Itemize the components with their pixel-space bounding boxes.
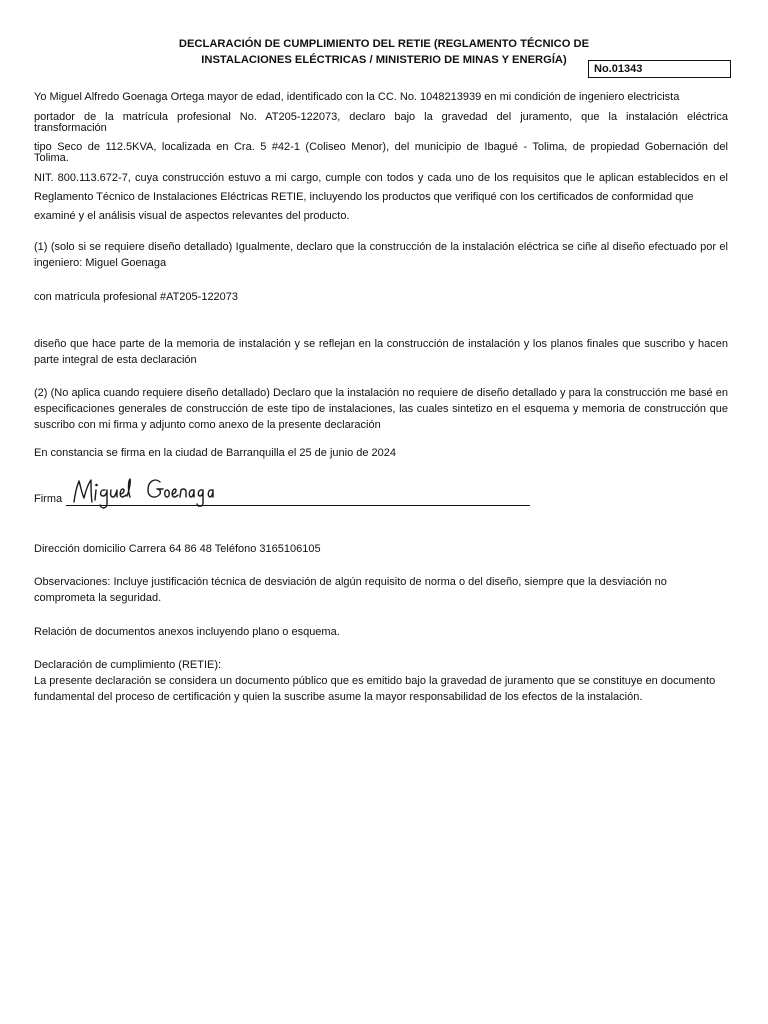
signature-label: Firma — [34, 493, 63, 505]
intro-line-3-continuation: Tolima. — [34, 152, 69, 164]
observations: Observaciones: Incluye justificación técnica de desviación de algún requisito de norma o del diseño, siempre que la desviación no comprometa la seguridad. — [34, 576, 667, 604]
intro-line-1: Yo Miguel Alfredo Goenaga Ortega mayor de edad, identificado con la CC. No. 1048213939 en mi condición de ingeniero electricista — [34, 91, 680, 103]
intro-line-4: NIT. 800.113.672-7, cuya construcción estuvo a mi cargo, cumple con todos y cada uno de los requisitos que le aplican establecidos en el — [34, 172, 728, 184]
signing-statement: En constancia se firma en la ciudad de Barranquilla el 25 de junio de 2024 — [34, 447, 397, 459]
declaration-text: La presente declaración se considera un documento público que es emitido bajo la gravedad de juramento que se constituye en documento fundamental del proceso de certificación y quien la suscribe asume la mayor responsabilidad de los efectos de la instalación. — [34, 675, 716, 703]
signature-block — [34, 478, 534, 508]
clause-1-design-paragraph: diseño que hace parte de la memoria de instalación y se reflejan en la construcción de instalación y los planos finales que suscribo y hacen parte integral de esta declaración — [34, 338, 728, 366]
intro-line-2-continuation: transformación — [34, 122, 107, 134]
document-number-box: No.01343 — [588, 60, 731, 78]
document-title — [120, 36, 648, 68]
intro-line-5: Reglamento Técnico de Instalaciones Eléctricas RETIE, incluyendo los productos que verifiqué con los certificados de conformidad que — [34, 191, 694, 203]
intro-line-3: tipo Seco de 112.5KVA, localizada en Cra. 5 #42-1 (Coliseo Menor), del municipio de Ibagué - Tolima, de propiedad Gobernación del — [34, 141, 728, 153]
handwritten-signature — [72, 476, 242, 510]
annex-relation: Relación de documentos anexos incluyendo plano o esquema. — [34, 626, 340, 638]
title-line-1: DECLARACIÓN DE CUMPLIMIENTO DEL RETIE (REGLAMENTO TÉCNICO DE — [178, 38, 590, 50]
clause-2-paragraph: (2) (No aplica cuando requiere diseño detallado) Declaro que la instalación no requiere de diseño detallado y para la construcción me basé en especificaciones generales de construcción de este tipo de instalaciones, las cuales sintetizo en el esquema y memoria de construcción que suscribo con mi firma y adjunto como anexo de la presente declaración — [34, 387, 728, 431]
clause-1-paragraph: (1) (solo si se requiere diseño detallado) Igualmente, declaro que la construcción de la instalación eléctrica se ciñe al diseño efectuado por el ingeniero: Miguel Goenaga — [34, 241, 728, 269]
clause-1-license: con matrícula profesional #AT205-122073 — [34, 291, 239, 303]
title-line-2: INSTALACIONES ELÉCTRICAS / MINISTERIO DE MINAS Y ENERGÍA) — [201, 54, 567, 66]
declaration-heading: Declaración de cumplimiento (RETIE): — [34, 659, 222, 671]
address-line: Dirección domicilio Carrera 64 86 48 Teléfono 3165106105 — [34, 543, 321, 555]
intro-line-2: portador de la matrícula profesional No. AT205-122073, declaro bajo la gravedad del juramento, que la instalación eléctrica — [34, 111, 728, 123]
intro-line-6: examiné y el análisis visual de aspectos relevantes del producto. — [34, 210, 350, 222]
